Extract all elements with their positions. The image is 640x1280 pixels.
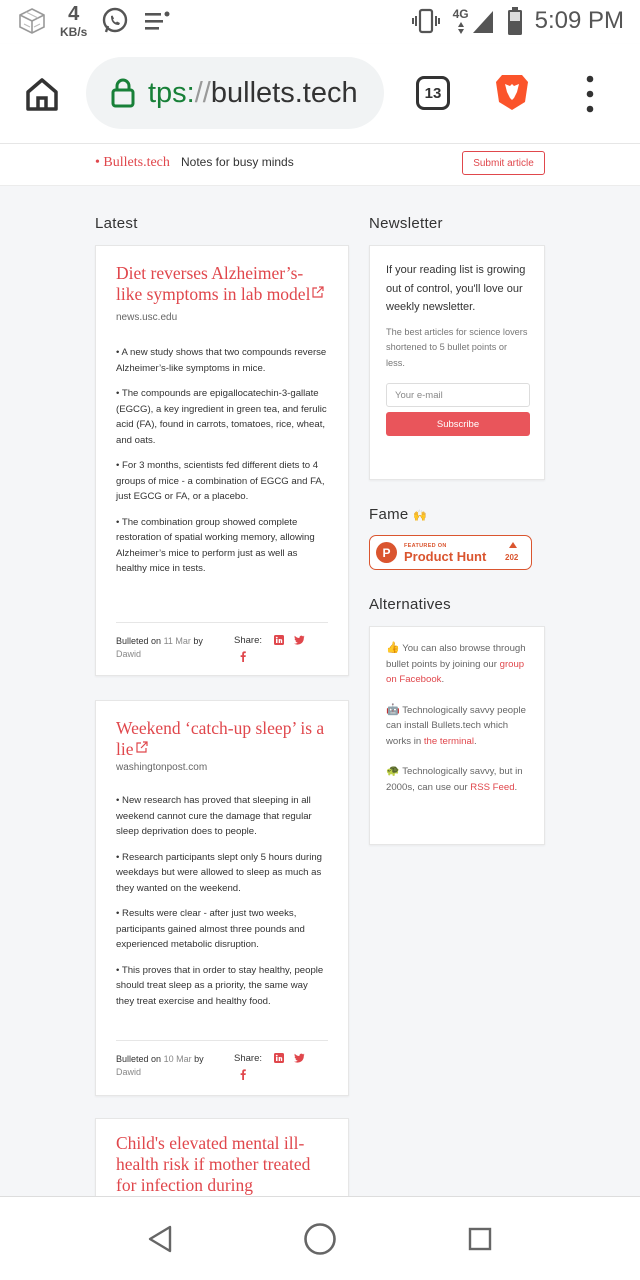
alternatives-card bbox=[369, 626, 545, 845]
newsletter-heading: Newsletter bbox=[369, 215, 443, 232]
rss-feed-link[interactable]: RSS Feed bbox=[470, 781, 515, 793]
signal-icon bbox=[471, 9, 495, 35]
whatsapp-icon bbox=[101, 7, 129, 35]
article-title[interactable]: Weekend ‘catch-up sleep’ is a lie bbox=[116, 718, 325, 759]
url-text: tps://bullets.tech bbox=[148, 76, 358, 109]
browser-toolbar bbox=[0, 44, 640, 144]
site-tagline: Notes for busy minds bbox=[181, 155, 294, 169]
alternative-item: 🤖 Technologically savvy people can install Bullets.tech which works in the terminal. bbox=[386, 703, 526, 747]
bullet-point: • A new study shows that two compounds reverse Alzheimer’s-like symptoms in mice. bbox=[116, 347, 327, 374]
article-title[interactable]: Child's elevated mental ill-health risk if mother treated for infection during bbox=[116, 1133, 311, 1195]
bullet-point: • New research has proved that sleeping in all weekend cannot cure the damage that regular sleep deprivation does to people. bbox=[116, 795, 312, 837]
newsletter-subtext: The best articles for science lovers shortened to 5 bullet points or less. bbox=[386, 326, 528, 368]
bulleted-meta: Bulleted on 11 Mar by Dawid bbox=[116, 636, 203, 659]
product-hunt-logo-icon: P bbox=[376, 542, 397, 563]
alternatives-heading: Alternatives bbox=[369, 596, 451, 613]
article-title[interactable]: Diet reverses Alzheimer’s-like symptoms in lab model bbox=[116, 263, 328, 305]
upvote-count: 202 bbox=[505, 553, 519, 562]
product-hunt-badge[interactable]: P FEATURED ON Product Hunt 202 bbox=[369, 535, 532, 570]
latest-heading: Latest bbox=[95, 215, 138, 232]
article-footer bbox=[116, 622, 328, 672]
notification-menu-icon bbox=[143, 9, 171, 33]
external-link-icon[interactable] bbox=[312, 286, 324, 298]
recent-apps-icon[interactable] bbox=[468, 1227, 492, 1251]
bullet-point: • The compounds are epigallocatechin-3-gallate (EGCG), a key ingredient in green tea, and ferulic acid (FA), found in carrots, tomatoes, rice, wheat, and oats. bbox=[116, 388, 327, 446]
facebook-group-link[interactable]: group on Facebook bbox=[386, 658, 525, 685]
external-link-icon[interactable] bbox=[136, 741, 148, 753]
site-header bbox=[0, 144, 640, 186]
facebook-icon[interactable] bbox=[240, 1069, 246, 1080]
bullet-list bbox=[116, 793, 328, 1009]
alternative-item: 👍 You can also browse through bullet points by joining our group on Facebook. bbox=[386, 642, 526, 685]
site-logo[interactable]: • Bullets.tech bbox=[95, 155, 170, 170]
lock-icon bbox=[110, 78, 136, 108]
home-icon[interactable] bbox=[24, 76, 60, 112]
overflow-menu-icon[interactable] bbox=[586, 74, 594, 114]
home-circle-icon[interactable] bbox=[303, 1222, 337, 1256]
system-nav-bar bbox=[0, 1196, 640, 1280]
linkedin-icon[interactable] bbox=[274, 1053, 284, 1063]
linkedin-icon[interactable] bbox=[274, 635, 284, 645]
facebook-icon[interactable] bbox=[240, 651, 246, 662]
bullet-list bbox=[116, 345, 328, 577]
bullet-point: • This proves that in order to stay healthy, people should treat sleep as a priority, the same way they treat exercise and healthy food. bbox=[116, 964, 324, 1007]
bullet-point: • Research participants slept only 5 hours during weekdays but were allowed to sleep as much as they wanted on the weekend. bbox=[116, 851, 323, 894]
page-content bbox=[0, 186, 640, 1196]
bullet-point: • Results were clear - after just two weeks, participants gained almost three pounds and experienced metabolic disruption. bbox=[116, 908, 305, 950]
alternative-item: 🐢 Technologically savvy, but in 2000s, can use our RSS Feed. bbox=[386, 765, 523, 793]
share-label: Share: bbox=[234, 635, 262, 646]
article-source: washingtonpost.com bbox=[116, 762, 208, 773]
thumbs-up-icon: 👍 bbox=[386, 642, 400, 654]
upvote-arrow-icon bbox=[509, 542, 517, 548]
newsletter-text: If your reading list is growing out of control, you'll love our weekly newsletter. bbox=[386, 264, 526, 313]
article-card bbox=[95, 700, 349, 1096]
submit-article-button[interactable]: Submit article bbox=[462, 151, 545, 175]
data-arrows-icon bbox=[456, 21, 466, 35]
article-card bbox=[95, 245, 349, 676]
address-bar[interactable] bbox=[86, 57, 384, 129]
robot-icon: 🤖 bbox=[386, 703, 400, 716]
tab-switcher-button[interactable]: 13 bbox=[416, 76, 450, 110]
article-source: news.usc.edu bbox=[116, 312, 178, 323]
back-icon[interactable] bbox=[147, 1224, 173, 1254]
email-input[interactable] bbox=[386, 383, 530, 407]
twitter-icon[interactable] bbox=[294, 1053, 305, 1063]
vibrate-icon bbox=[411, 7, 441, 35]
fame-heading: Fame 🙌 bbox=[369, 506, 428, 523]
status-bar bbox=[0, 0, 640, 44]
twitter-icon[interactable] bbox=[294, 635, 305, 645]
article-footer bbox=[116, 1040, 328, 1090]
turtle-icon: 🐢 bbox=[386, 765, 400, 777]
newsletter-card bbox=[369, 245, 545, 480]
article-date: 10 Mar bbox=[163, 1054, 192, 1064]
bullet-point: • For 3 months, scientists fed different diets to 4 groups of mice - a combination of EGCG and FA, just EGCG or FA, or a placebo. bbox=[116, 460, 325, 502]
network-type: 4G bbox=[452, 7, 469, 21]
article-author: Dawid bbox=[116, 1067, 142, 1077]
clock: 5:09 PM bbox=[534, 7, 624, 34]
raising-hands-icon: 🙌 bbox=[413, 510, 428, 522]
article-date: 11 Mar bbox=[163, 636, 191, 646]
subscribe-button[interactable]: Subscribe bbox=[386, 412, 530, 436]
network-speed: 4 KB/s bbox=[60, 3, 88, 39]
terminal-link[interactable]: the terminal bbox=[423, 735, 474, 747]
article-card bbox=[95, 1118, 349, 1196]
brave-lion-icon[interactable] bbox=[494, 72, 530, 112]
battery-icon bbox=[507, 6, 523, 36]
share-label: Share: bbox=[234, 1053, 262, 1064]
bullet-point: • The combination group showed complete restoration of spatial working memory, allowing Alzheimer’s mice to perform just as well as healthy mice in tests. bbox=[116, 516, 315, 574]
bulleted-meta: Bulleted on 10 Mar by Dawid bbox=[116, 1054, 204, 1077]
article-author: Dawid bbox=[116, 649, 142, 659]
cube-icon bbox=[18, 7, 46, 35]
